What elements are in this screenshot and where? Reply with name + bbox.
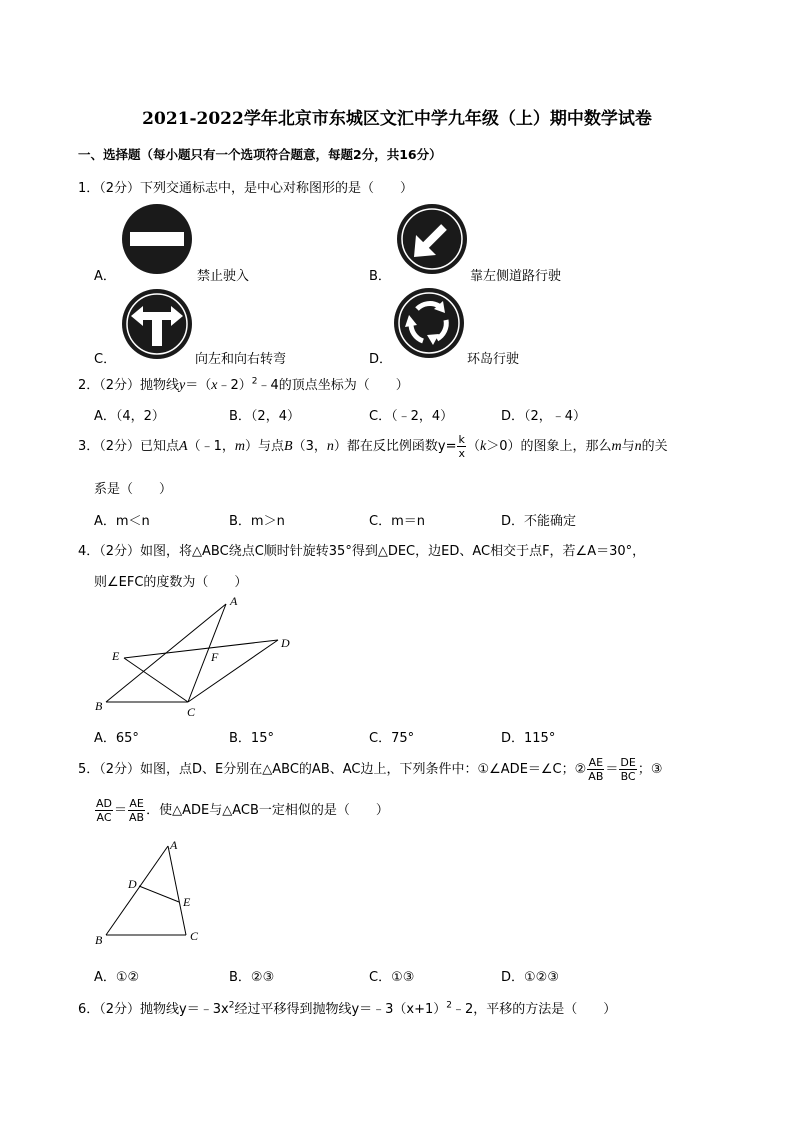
q1-option-c-caption: 向左和向右转弯 — [195, 352, 287, 367]
q3-stem: 3．（2分）已知点A（﹣1，m）与点B（3，n）都在反比例函数y= $\frac{k}{x}$ （k＞0）的图象上，那么m与n的关 — [78, 433, 668, 460]
q1-option-c-letter: C． — [94, 352, 117, 367]
fraction-ae-ab-2: $\frac{AE}{AB}$ — [129, 797, 145, 824]
point-c-label: C — [187, 705, 196, 719]
q1-option-a-caption: 禁止驶入 — [197, 269, 250, 284]
q5-option-b: B．②③ — [229, 970, 275, 985]
q4-stem-line2: 则∠EFC的度数为（ ） — [94, 575, 248, 590]
q4-option-c: C．75° — [369, 731, 415, 746]
point-a-label: A — [170, 838, 178, 852]
q4-stem: 4．（2分）如图，将△ABC绕点C顺时针旋转35°得到△DEC，边ED、AC相交于点F，若∠A＝30°， — [78, 544, 646, 559]
segment-ca — [188, 604, 226, 702]
point-f-label: F — [211, 650, 219, 664]
section-heading: 一、选择题（每小题只有一个选项符合题意，每题2分，共16分） — [78, 147, 442, 162]
page-title: 2021-2022学年北京市东城区文汇中学九年级（上）期中数学试卷 — [142, 109, 652, 129]
no-entry-sign-icon — [121, 203, 193, 275]
fraction-ad-ac: $\frac{AD}{AC}$ — [96, 797, 112, 824]
q3-option-b: B．m＞n — [229, 514, 285, 529]
point-d-label: D — [128, 877, 137, 891]
q4-option-b: B．15° — [229, 731, 274, 746]
q5-option-c: C．①③ — [369, 970, 415, 985]
q6-stem: 6．（2分）抛物线$y=﹣3x^2$经过平移得到抛物线$y=﹣3(x+1)^2﹣2$，平移的方法是（ ） — [78, 1000, 617, 1017]
point-e-label: E — [112, 649, 120, 663]
segment-de — [139, 886, 179, 902]
q3-option-c: C．m＝n — [369, 514, 425, 529]
q5-stem: 5．（2分）如图，点D、E分别在△ABC的AB、AC边上，下列条件中：①∠ADE＝∠C；② $\frac{AE}{AB}$ ＝ $\frac{DE}{BC}$ ；③ — [78, 756, 663, 783]
keep-left-sign-icon — [396, 203, 468, 275]
q5-figure — [90, 836, 220, 948]
q3-stem-line2: 系是（ ） — [94, 482, 173, 497]
q3-option-a: A．m＜n — [94, 514, 150, 529]
q2-stem: 2．（2分）抛物线y＝（x﹣2）$^2$﹣4的顶点坐标为（ ） — [78, 376, 409, 393]
q4-option-a: A．65° — [94, 731, 139, 746]
q2-option-c: C．（﹣2，4） — [369, 409, 454, 424]
point-c-label: C — [190, 929, 199, 943]
q4-figure — [90, 592, 310, 722]
q1-option-b-caption: 靠左侧道路行驶 — [470, 269, 562, 284]
roundabout-sign-icon — [393, 287, 465, 359]
turn-left-right-sign-icon — [121, 288, 193, 360]
q2-option-a: A．（4，2） — [94, 409, 165, 424]
fraction-ae-ab: $\frac{AE}{AB}$ — [588, 756, 604, 783]
q5-option-d: D．①②③ — [501, 970, 559, 985]
segment-ed — [124, 640, 278, 658]
fraction-k-over-x: $\frac{k}{x}$ — [458, 433, 465, 460]
q1-option-d-caption: 环岛行驶 — [467, 352, 520, 367]
q5-stem-line2: $\frac{AD}{AC}$ ＝ $\frac{AE}{AB}$ ．使△ADE与△ACB一定相似的是（ ） — [96, 797, 389, 824]
q1-stem: 1．（2分）下列交通标志中，是中心对称图形的是（ ） — [78, 181, 414, 196]
q1-option-b-letter: B． — [369, 269, 391, 284]
point-b-label: B — [95, 933, 103, 947]
point-b-label: B — [95, 699, 103, 713]
segment-ba — [106, 846, 168, 935]
segment-ca — [168, 846, 186, 935]
q2-option-b: B．（2，4） — [229, 409, 300, 424]
fraction-de-bc: $\frac{DE}{BC}$ — [620, 756, 636, 783]
q4-option-d: D．115° — [501, 731, 556, 746]
q3-option-d: D．不能确定 — [501, 514, 577, 529]
point-d-label: D — [281, 636, 290, 650]
q5-option-a: A．①② — [94, 970, 140, 985]
point-a-label: A — [230, 594, 238, 608]
point-e-label: E — [183, 895, 191, 909]
q1-option-a-letter: A． — [94, 269, 116, 284]
q2-option-d: D．（2，﹣4） — [501, 409, 587, 424]
q1-option-d-letter: D． — [369, 352, 393, 367]
